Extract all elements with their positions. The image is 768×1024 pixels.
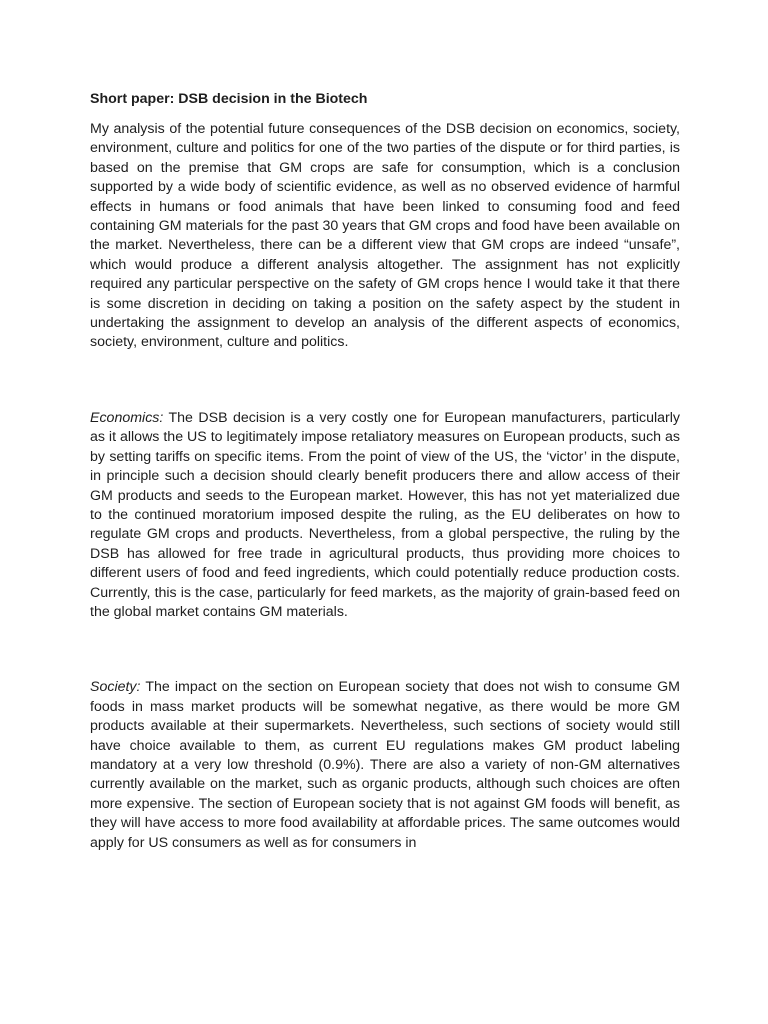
society-paragraph [90, 678, 680, 853]
society-heading: Society: [90, 679, 141, 696]
paragraph-spacer [90, 353, 680, 409]
economics-text: The DSB decision is a very costly one for European manufacturers, particularly as it allows the US to legitimately impose retaliatory measures on European products, such as by setting tariffs on specific items. From the point of view of the US, the ‘victor’ in the dispute, in principle such a decision should clearly benefit producers there and allow access of their GM products and seeds to the European market. However, this has not yet materialized due to the continued moratorium imposed despite the ruling, as the EU deliberates on how to regulate GM crops and products. Nevertheless, from a global perspective, the ruling by the DSB has allowed for free trade in agricultural products, thus providing more choices to different users of food and feed ingredients, which could potentially reduce production costs. Currently, this is the case, particularly for feed markets, as the majority of grain-based feed on the global market contains GM materials. [90, 409, 680, 620]
document-page [90, 90, 680, 853]
economics-paragraph [90, 409, 680, 622]
society-text: The impact on the section on European society that does not wish to consume GM foods in mass market products will be somewhat negative, as there would be more GM products available at their supermarkets. Nevertheless, such sections of society would still have choice available to them, as current EU regulations makes GM product labeling mandatory at a very low threshold (0.9%). There are also a variety of non-GM alternatives currently available on the market, such as organic products, although such choices are often more expensive. The section of European society that is not against GM foods will benefit, as they will have access to more food availability at affordable prices. The same outcomes would apply for US consumers as well as for consumers in [90, 679, 680, 851]
paragraph-spacer [90, 622, 680, 678]
economics-heading: Economics: [90, 409, 164, 426]
document-title: Short paper: DSB decision in the Biotech [90, 91, 368, 107]
intro-paragraph: My analysis of the potential future consequences of the DSB decision on economics, society, environment, culture and politics for one of the two parties of the dispute or for third parties, is based on the premise that GM crops are safe for consumption, which is a conclusion supported by a wide body of scientific evidence, as well as no observed evidence of harmful effects in humans or food animals that have been linked to consuming food and feed containing GM materials for the past 30 years that GM crops and food have been available on the market. Nevertheless, there can be a different view that GM crops are indeed “unsafe”, which would produce a different analysis altogether. The assignment has not explicitly required any particular perspective on the safety of GM crops hence I would take it that there is some discretion in deciding on taking a position on the safety aspect by the student in undertaking the assignment to develop an analysis of the different aspects of economics, society, environment, culture and politics. [90, 121, 680, 351]
